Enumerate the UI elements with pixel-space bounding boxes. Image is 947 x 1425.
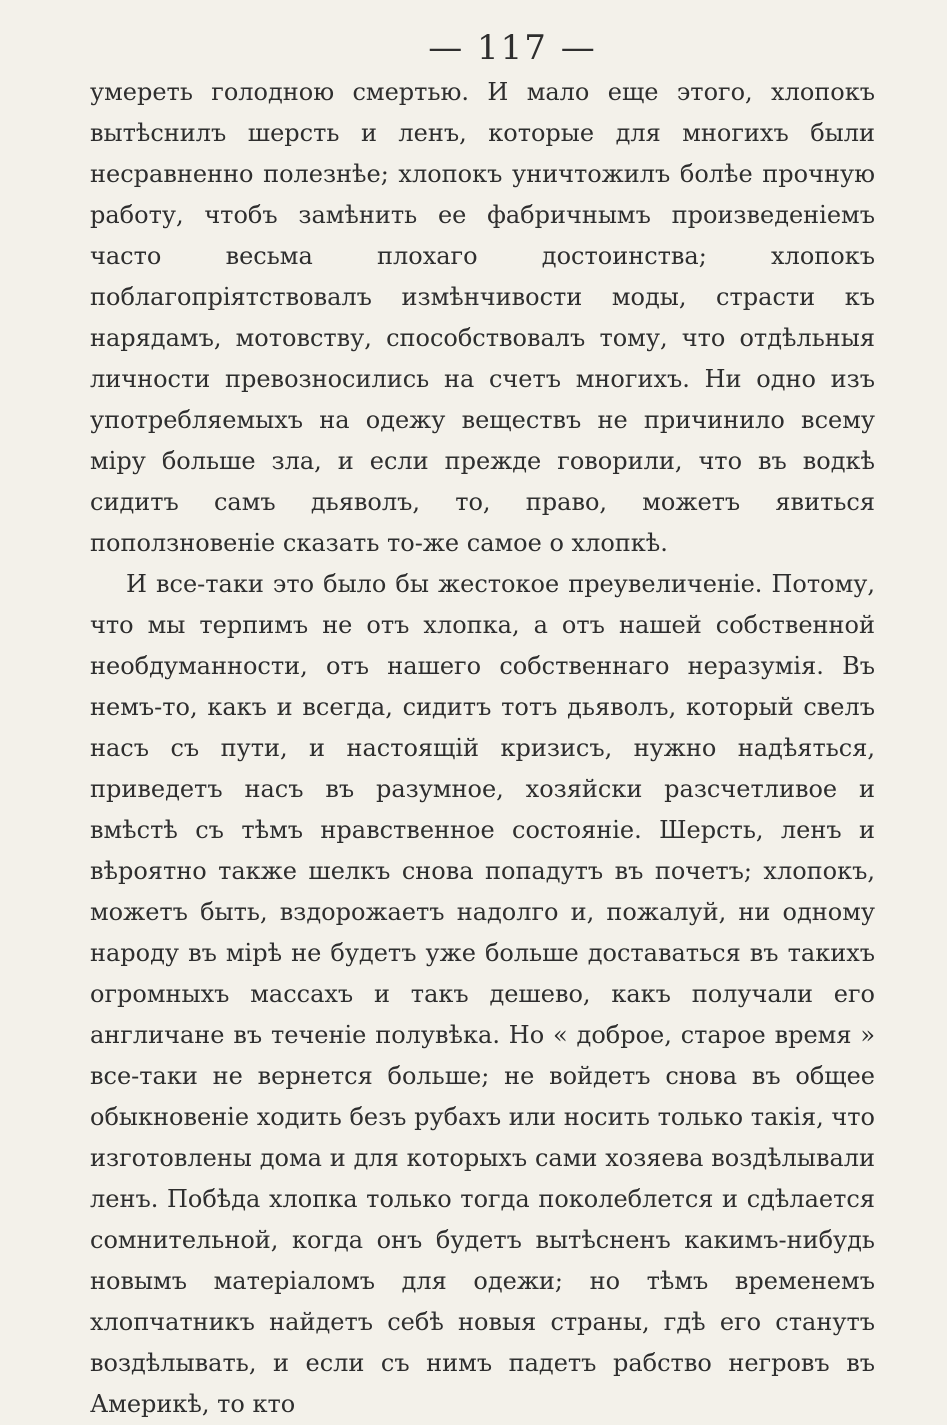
paragraph-2: И все-таки это было бы жестокое преувеличеніе. Потому, что мы терпимъ не отъ хлопка, а отъ нашей собственной необдуманности, отъ нашего собственнаго неразумія. Въ немъ-то, какъ и всегда, сидитъ тотъ дьяволъ, который свелъ насъ съ пути, и настоящій кризисъ, нужно надѣяться, приведетъ насъ въ разумное, хозяйски разсчетливое и вмѣстѣ съ тѣмъ нравственное состояніе. Шерсть, ленъ и вѣроятно также шелкъ снова попадутъ въ почетъ; хлопокъ, можетъ быть, вздорожаетъ надолго и, пожалуй, ни одному народу въ мірѣ не будетъ уже больше доставаться въ такихъ огромныхъ массахъ и такъ дешево, какъ получали его англичане въ теченіе полувѣка. Но « доброе, старое время » все-таки не вернется больше; не войдетъ снова въ общее обыкновеніе ходить безъ рубахъ или носить только такія, что изготовлены дома и для которыхъ сами хозяева воздѣлывали ленъ. Побѣда хлопка только тогда поколеблется и сдѣлается сомнительной, когда онъ будетъ вытѣсненъ какимъ-нибудь новымъ матеріаломъ для одежи; но тѣмъ временемъ хлопчатникъ найдетъ себѣ новыя страны, гдѣ его станутъ воздѣлывать, и если съ нимъ падетъ рабство негровъ въ Америкѣ, то кто — [90, 570, 875, 1418]
page-number: — 117 — — [428, 28, 597, 68]
paragraph-1: умереть голодною смертью. И мало еще этого, хлопокъ вытѣснилъ шерсть и ленъ, которые для многихъ были несравненно полезнѣе; хлопокъ уничтожилъ болѣе прочную работу, чтобъ замѣнить ее фабричнымъ произведеніемъ часто весьма плохаго достоинства; хлопокъ поблагопріятствовалъ измѣнчивости моды, страсти къ нарядамъ, мотовству, способствовалъ тому, что отдѣльныя личности превозносились на счетъ многихъ. Ни одно изъ употребляемыхъ на одежу веществъ не причинило всему міру больше зла, и если прежде говорили, что въ водкѣ сидитъ самъ дьяволъ, то, право, можетъ явиться поползновеніе сказать то-же самое о хлопкѣ. — [90, 78, 875, 557]
page-body — [90, 72, 875, 1425]
